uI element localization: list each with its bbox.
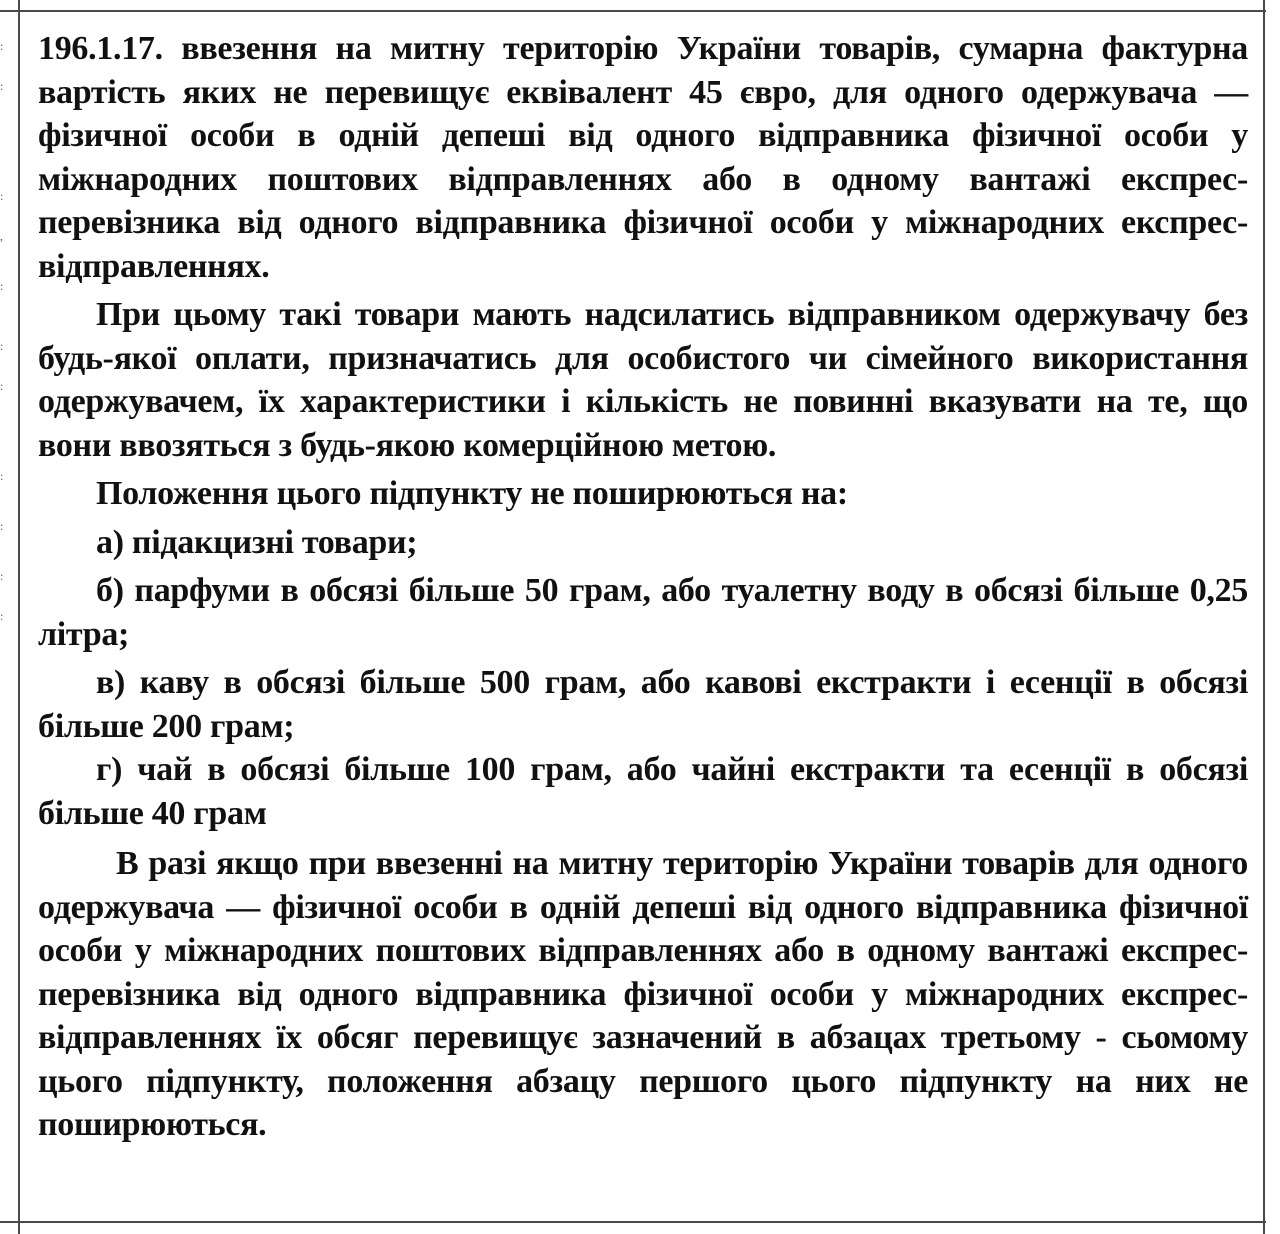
margin-fragment: : bbox=[0, 189, 4, 203]
conditions-paragraph: При цьому такі товари мають надсилатись відправником одержувачу без будь-якої оплати, призначатись для особистого чи сімейного використання одержувачем, їх характеристики і кількість не повинні вказувати на те, що вони ввозяться з будь-якою комерційною метою. bbox=[38, 296, 1248, 464]
clause-paragraph: 196.1.17. ввезення на митну територію України товарів, сумарна фактурна вартість яких не перевищує еквівалент 45 євро, для одного одержувача — фізичної особи в одній депеші від одного відправника фізичної особи у міжнародних поштових відправленнях або в одному вантажі експрес-перевізника від одного відправника фізичної особи у міжнародних експрес-відправленнях. bbox=[38, 30, 1248, 285]
table-left-border bbox=[18, 0, 20, 1234]
margin-fragment: : bbox=[0, 469, 4, 483]
margin-fragment: : bbox=[0, 519, 4, 533]
margin-fragment: : bbox=[0, 609, 4, 623]
adjacent-column-fragments bbox=[0, 30, 14, 650]
exceptions-intro: Положення цього підпункту не поширюються на: bbox=[96, 475, 848, 512]
table-bottom-border bbox=[0, 1221, 1266, 1223]
exception-item-v: в) каву в обсязі більше 500 грам, або кавові екстракти і есенції в обсязі більше 200 грам; bbox=[38, 664, 1248, 745]
document-cell bbox=[38, 27, 1248, 1147]
margin-fragment: , bbox=[0, 229, 3, 243]
margin-fragment: : bbox=[0, 379, 4, 393]
exception-item-g: г) чай в обсязі більше 100 грам, або чайні екстракти та есенції в обсязі більше 40 грам bbox=[38, 751, 1248, 832]
margin-fragment: : bbox=[0, 79, 4, 93]
exception-item-a: а) підакцизні товари; bbox=[96, 523, 418, 561]
table-right-border bbox=[1263, 0, 1265, 1234]
exception-item-b: б) парфуми в обсязі більше 50 грам, або туалетну воду в обсязі більше 0,25 літра; bbox=[38, 572, 1248, 653]
margin-fragment: : bbox=[0, 569, 4, 583]
margin-fragment: : bbox=[0, 39, 4, 53]
margin-fragment: : bbox=[0, 279, 4, 293]
margin-fragment: : bbox=[0, 339, 4, 353]
table-top-border bbox=[0, 10, 1266, 12]
excess-paragraph: В разі якщо при ввезенні на митну територію України товарів для одного одержувача — фізичної особи в одній депеші від одного відправника фізичної особи у міжнародних поштових відправленнях або в одному вантажі експрес-перевізника від одного відправника фізичної особи у міжнародних експрес-відправленнях їх обсяг перевищує зазначений в абзацах третьому - сьомому цього підпункту, положення абзацу першого цього підпункту на них не поширюються. bbox=[38, 845, 1248, 1143]
